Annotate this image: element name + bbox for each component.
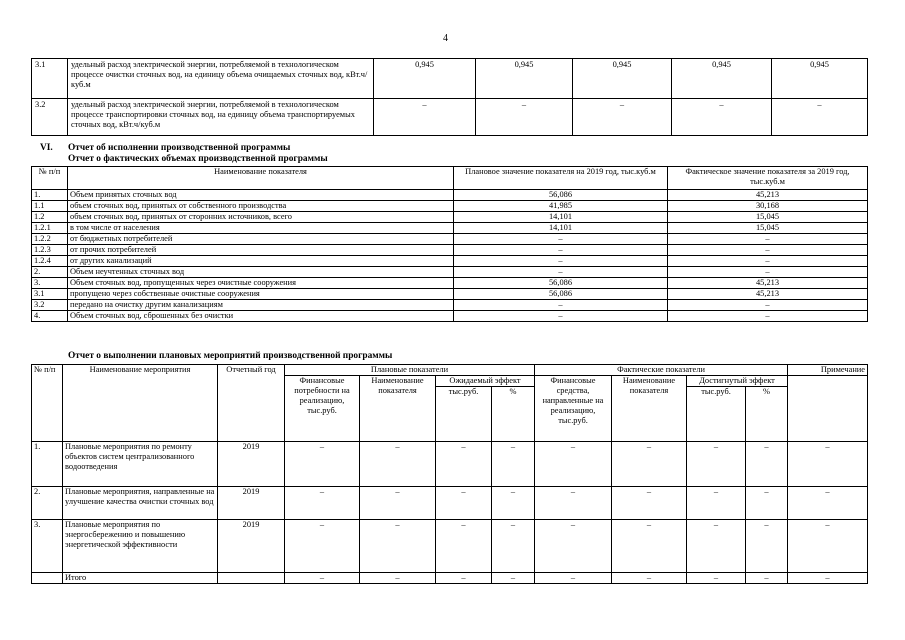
value-cell: – — [746, 573, 788, 584]
fact-value: 45,213 — [668, 278, 868, 289]
table-row — [32, 442, 868, 487]
row-number: 1.2 — [32, 212, 68, 223]
header-tr-2: тыс.руб. — [687, 387, 746, 442]
header-plan-group: Плановые показатели — [285, 365, 535, 376]
table-row — [32, 212, 868, 223]
value-cell: – — [492, 487, 535, 520]
fact-value: 30,168 — [668, 201, 868, 212]
plan-value: 56,086 — [454, 278, 668, 289]
plan-value: – — [454, 245, 668, 256]
fact-value: 15,045 — [668, 223, 868, 234]
value-cell: – — [788, 442, 868, 487]
value-cell: – — [687, 442, 746, 487]
table-row — [32, 223, 868, 234]
fact-value: – — [668, 311, 868, 322]
value-cell: – — [436, 573, 492, 584]
indicator-name: передано на очистку другим канализациям — [68, 300, 454, 311]
measure-name: Плановые мероприятия, направленные на улучшение качества очистки сточных вод — [63, 487, 218, 520]
indicator-name: Объем принятых сточных вод — [68, 190, 454, 201]
value-cell: – — [612, 520, 687, 573]
report-year: 2019 — [218, 487, 285, 520]
table-row — [32, 245, 868, 256]
header-plan: Плановое значение показателя на 2019 год, тыс.куб.м — [454, 167, 668, 190]
indicator-name: объем сточных вод, принятых от сторонних источников, всего — [68, 212, 454, 223]
value-cell: – — [360, 573, 436, 584]
table-row — [32, 520, 868, 573]
value-cell: 0,945 — [476, 59, 573, 99]
value-cell: – — [285, 442, 360, 487]
value-cell: – — [672, 99, 772, 136]
table-row — [32, 487, 868, 520]
row-number: 1.2.2 — [32, 234, 68, 245]
table-row — [32, 201, 868, 212]
value-cell: – — [687, 520, 746, 573]
value-cell: – — [687, 487, 746, 520]
measure-name: Плановые мероприятия по энергосбережению и повышению энергетической эффективности — [63, 520, 218, 573]
measure-name: Плановые мероприятия по ремонту объектов систем централизованного водоотведения — [63, 442, 218, 487]
header-indicator-name: Наименование показателя — [360, 376, 436, 442]
value-cell: – — [687, 573, 746, 584]
plan-value: 56,086 — [454, 190, 668, 201]
value-cell: – — [360, 442, 436, 487]
row-number: 1.2.4 — [32, 256, 68, 267]
value-cell: – — [476, 99, 573, 136]
row-number: 1.1 — [32, 201, 68, 212]
section-heading — [40, 143, 290, 154]
header-note: Примечание — [788, 365, 868, 376]
indicator-name: удельный расход электрической энергии, потребляемой в технологическом процессе транспортировки сточных вод, на единицу объема транспортируемых сточных вод, кВт.ч/куб.м — [68, 99, 374, 136]
value-cell: – — [492, 442, 535, 487]
value-cell: – — [360, 520, 436, 573]
row-number: 1. — [32, 442, 63, 487]
report-year: 2019 — [218, 442, 285, 487]
header-name: Наименование мероприятия — [63, 365, 218, 442]
fact-value: 45,213 — [668, 289, 868, 300]
value-cell: – — [535, 487, 612, 520]
indicator-name: Объем сточных вод, пропущенных через очистные сооружения — [68, 278, 454, 289]
row-number: 1.2.3 — [32, 245, 68, 256]
indicator-name: от прочих потребителей — [68, 245, 454, 256]
value-cell: – — [285, 520, 360, 573]
total-label: Итого — [63, 573, 218, 584]
value-cell: – — [573, 99, 672, 136]
row-number: 4. — [32, 311, 68, 322]
row-number — [32, 573, 63, 584]
header-name: Наименование показателя — [68, 167, 454, 190]
plan-value: 14,101 — [454, 212, 668, 223]
indicator-name: пропущено через собственные очистные сооружения — [68, 289, 454, 300]
header-tr: тыс.руб. — [436, 387, 492, 442]
value-cell: – — [285, 487, 360, 520]
value-cell: – — [436, 487, 492, 520]
table-row — [32, 99, 868, 136]
plan-value: 14,101 — [454, 223, 668, 234]
fact-value: – — [668, 256, 868, 267]
plan-value: 56,086 — [454, 289, 668, 300]
value-cell: – — [374, 99, 476, 136]
section-title: Отчет об исполнении производственной программы — [68, 143, 291, 153]
value-cell: 0,945 — [573, 59, 672, 99]
fact-value: 45,213 — [668, 190, 868, 201]
row-number: 1.2.1 — [32, 223, 68, 234]
fact-value: – — [668, 245, 868, 256]
plan-value: – — [454, 234, 668, 245]
header-fin-means: Финансовые средства, направленные на реализацию, тыс.руб. — [535, 376, 612, 442]
value-cell: 0,945 — [672, 59, 772, 99]
header-achieved-effect: Достигнутый эффект — [687, 376, 788, 387]
row-number: 3.2 — [32, 300, 68, 311]
plan-value: – — [454, 267, 668, 278]
measures-table — [31, 364, 868, 584]
table-row — [32, 311, 868, 322]
volumes-table — [31, 166, 868, 322]
table-row — [32, 256, 868, 267]
plan-value: – — [454, 300, 668, 311]
indicator-name: Объем неучтенных сточных вод — [68, 267, 454, 278]
value-cell: – — [746, 442, 788, 487]
value-cell: – — [788, 487, 868, 520]
table-header-row — [32, 167, 868, 190]
row-number: 2. — [32, 487, 63, 520]
header-num: № п/п — [32, 365, 63, 442]
row-number: 3. — [32, 520, 63, 573]
plan-value: – — [454, 256, 668, 267]
energy-consumption-table — [31, 58, 868, 136]
section-subtitle: Отчет о фактических объемах производственной программы — [68, 154, 328, 164]
value-cell: – — [285, 573, 360, 584]
value-cell: – — [788, 573, 868, 584]
value-cell: – — [612, 442, 687, 487]
fact-value: – — [668, 234, 868, 245]
value-cell: – — [772, 99, 868, 136]
report-year — [218, 573, 285, 584]
fact-value: – — [668, 267, 868, 278]
row-number: 3. — [32, 278, 68, 289]
table-row — [32, 289, 868, 300]
row-number: 3.1 — [32, 289, 68, 300]
header-pct-2: % — [746, 387, 788, 442]
header-fact: Фактическое значение показателя за 2019 год, тыс.куб.м — [668, 167, 868, 190]
total-row — [32, 573, 868, 584]
report-year: 2019 — [218, 520, 285, 573]
plan-value: – — [454, 311, 668, 322]
section-subtitle: Отчет о выполнении плановых мероприятий производственной программы — [68, 351, 393, 361]
value-cell: – — [360, 487, 436, 520]
value-cell: 0,945 — [374, 59, 476, 99]
value-cell: – — [746, 520, 788, 573]
header-num: № п/п — [32, 167, 68, 190]
table-row — [32, 278, 868, 289]
table-row — [32, 234, 868, 245]
table-row — [32, 190, 868, 201]
header-note-empty — [788, 376, 868, 442]
indicator-name: от других канализаций — [68, 256, 454, 267]
table-row — [32, 267, 868, 278]
row-number: 3.1 — [32, 59, 68, 99]
value-cell: 0,945 — [772, 59, 868, 99]
page-number: 4 — [443, 33, 448, 44]
value-cell: – — [436, 442, 492, 487]
value-cell: – — [612, 487, 687, 520]
indicator-name: Объем сточных вод, сброшенных без очистки — [68, 311, 454, 322]
header-indicator-name-2: Наименование показателя — [612, 376, 687, 442]
indicator-name: от бюджетных потребителей — [68, 234, 454, 245]
value-cell: – — [535, 573, 612, 584]
fact-value: 15,045 — [668, 212, 868, 223]
header-year: Отчетный год — [218, 365, 285, 442]
header-fact-group: Фактические показатели — [535, 365, 788, 376]
value-cell: – — [535, 442, 612, 487]
plan-value: 41,985 — [454, 201, 668, 212]
value-cell: – — [535, 520, 612, 573]
table-header-row — [32, 365, 868, 376]
indicator-name: удельный расход электрической энергии, потребляемой в технологическом процессе очистки сточных вод, на единицу объема очищаемых сточных вод, кВт.ч/куб.м — [68, 59, 374, 99]
table-row — [32, 300, 868, 311]
value-cell: – — [492, 520, 535, 573]
section-number: VI. — [40, 143, 53, 153]
value-cell: – — [436, 520, 492, 573]
table-row — [32, 59, 868, 99]
fact-value: – — [668, 300, 868, 311]
value-cell: – — [492, 573, 535, 584]
indicator-name: в том числе от населения — [68, 223, 454, 234]
value-cell: – — [612, 573, 687, 584]
header-expected-effect: Ожидаемый эффект — [436, 376, 535, 387]
header-pct: % — [492, 387, 535, 442]
row-number: 3.2 — [32, 99, 68, 136]
row-number: 2. — [32, 267, 68, 278]
header-fin-need: Финансовые потребности на реализацию, тыс.руб. — [285, 376, 360, 442]
indicator-name: объем сточных вод, принятых от собственного производства — [68, 201, 454, 212]
row-number: 1. — [32, 190, 68, 201]
value-cell: – — [746, 487, 788, 520]
value-cell: – — [788, 520, 868, 573]
